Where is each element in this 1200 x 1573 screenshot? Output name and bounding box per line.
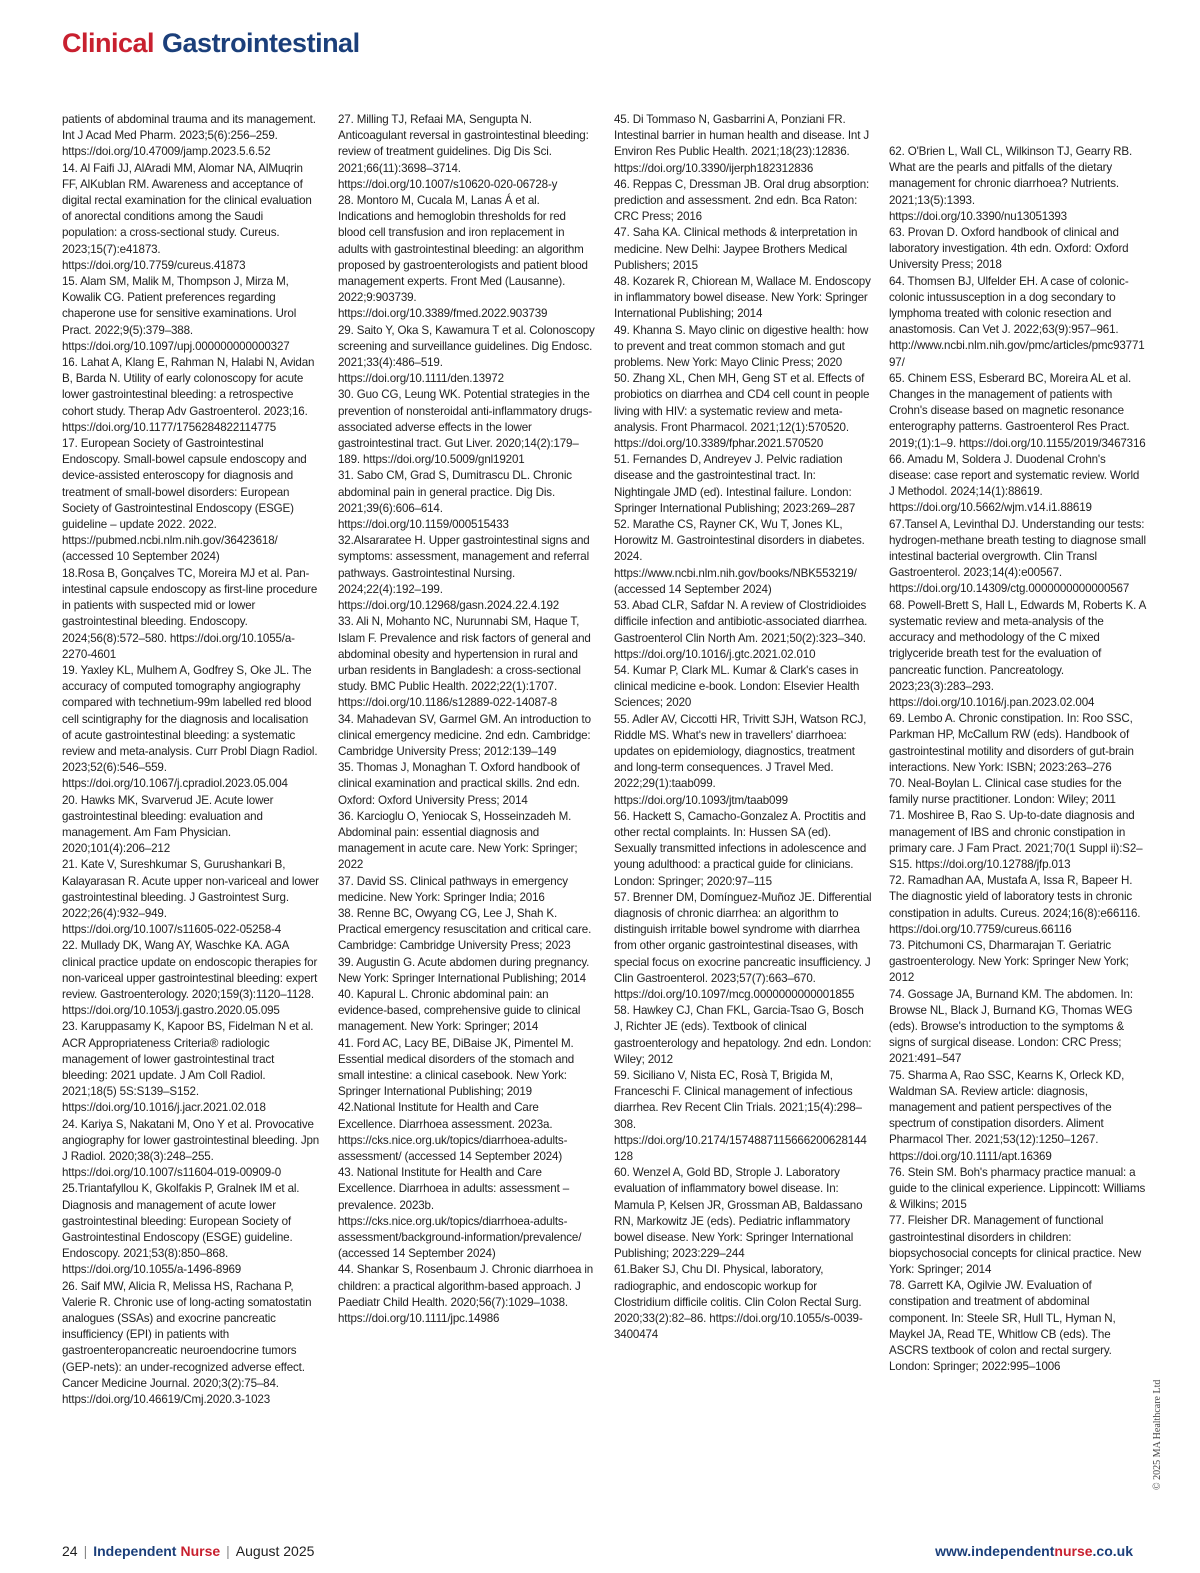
- reference-entry: 31. Sabo CM, Grad S, Dumitrascu DL. Chronic abdominal pain in general practice. Dig Dis. 2021;39(6):606–614. https://doi.org/10.1159/000515433: [338, 469, 572, 532]
- reference-entry: 14. Al Faifi JJ, AlAradi MM, Alomar NA, AlMuqrin FF, AlKublan RM. Awareness and acceptance of digital rectal examination for the clinical evaluation of anorectal conditions among the Saudi population: a cross-sectional study. Cureus. 2023;15(7):e41873. https://doi.org/10.7759/cureus.41873: [62, 161, 312, 272]
- reference-entry: 67.Tansel A, Levinthal DJ. Understanding our tests: hydrogen-methane breath testing to diagnose small intestinal bacterial overgrowth. Clin Transl Gastroenterol. 2023;14(4):e00567. https://doi.org/10.14309/ctg.0000000000000567: [889, 517, 1146, 596]
- reference-entry: 29. Saito Y, Oka S, Kawamura T et al. Colonoscopy screening and surveillance guidelines. Dig Endosc. 2021;33(4):486–519. https://doi.org/10.1111/den.13972: [338, 323, 595, 386]
- reference-entry: 26. Saif MW, Alicia R, Melissa HS, Rachana P, Valerie R. Chronic use of long-acting somatostatin analogues (SSAs) and exocrine pancreatic insufficiency (EPI) in patients with gastroenteropancreatic neuroendocrine tumors (GEP-nets): an under-recognized adverse effect. Cancer Medicine Journal. 2020;3(2):75–84. https://doi.org/10.46619/Cmj.2020.3-1023: [62, 1279, 312, 1407]
- reference-entry: 71. Moshiree B, Rao S. Up-to-date diagnosis and management of IBS and chronic constipation in primary care. J Fam Pract. 2021;70(1 Suppl ii):S2–S15. https://doi.org/10.12788/jfp.013: [889, 809, 1143, 871]
- reference-entry: 42.National Institute for Health and Care Excellence. Diarrhoea assessment. 2023a. https://cks.nice.org.uk/topics/diarrhoea-adults-assessment/ (accessed 14 September 2024): [338, 1101, 568, 1163]
- reference-entry: 18.Rosa B, Gonçalves TC, Moreira MJ et al. Pan-intestinal capsule endoscopy as first-line procedure in patients with suspected mid or lower gastrointestinal bleeding. Endoscopy. 2024;56(8):572–580. https://doi.org/10.1055/a-2270-4601: [62, 566, 318, 661]
- reference-entry: 30. Guo CG, Leung WK. Potential strategies in the prevention of nonsteroidal anti-inflammatory drugs-associated adverse effects in the lower gastrointestinal tract. Gut Liver. 2020;14(2):179–189. https://doi.org/10.5009/gnl19201: [338, 388, 592, 467]
- reference-entry: 16. Lahat A, Klang E, Rahman N, Halabi N, Avidan B, Barda N. Utility of early colonoscopy for acute lower gastrointestinal bleeding: a retrospective cohort study. Therap Adv Gastroenterol. 2023;16. https://doi.org/10.1177/1756284822114775: [62, 356, 315, 434]
- reference-entry: 69. Lembo A. Chronic constipation. In: Roo SSC, Parkman HP, McCallum RW (eds). Handbook of gastrointestinal motility and disorders of gut-brain interactions. New York: ISBN; 2023:263–276: [889, 712, 1134, 774]
- reference-entry: 17. European Society of Gastrointestinal Endoscopy. Small-bowel capsule endoscopy and device-assisted enteroscopy for diagnosis and treatment of small-bowel disorders: European Society of Gastrointestinal Endoscopy (ESGE) guideline – update 2022. 2022. https://pubmed.ncbi.nlm.nih.gov/36423618/ (accessed 10 September 2024): [62, 437, 307, 564]
- reference-entry: 54. Kumar P, Clark ML. Kumar & Clark's cases in clinical medicine e-book. London: Elsevier Health Sciences; 2020: [614, 663, 860, 710]
- reference-entry: 38. Renne BC, Owyang CG, Lee J, Shah K. Practical emergency resuscitation and critical care. Cambridge: Cambridge University Press; 2023: [338, 906, 592, 953]
- reference-entry: 36. Karcioglu O, Yeniocak S, Hosseinzadeh M. Abdominal pain: essential diagnosis and management in acute care. New York: Springer; 2022: [338, 809, 578, 872]
- reference-entry: 35. Thomas J, Monaghan T. Oxford handbook of clinical examination and practical skills. 2nd edn. Oxford: Oxford University Press; 2014: [338, 761, 580, 807]
- reference-entry: 37. David SS. Clinical pathways in emergency medicine. New York: Springer India; 2016: [338, 874, 568, 904]
- website-url-part3: .co.uk: [1092, 1543, 1133, 1559]
- reference-entry: 41. Ford AC, Lacy BE, DiBaise JK, Pimentel M. Essential medical disorders of the stomach and small intestine: a clinical casebook. New York: Springer International Publishing; 2019: [338, 1036, 575, 1099]
- reference-entry: 57. Brenner DM, Domínguez-Muñoz JE. Differential diagnosis of chronic diarrhea: an algorithm to distinguish irritable bowel syndrome with diarrhea from other organic gastrointestinal diseases, with special focus on exocrine pancreatic insufficiency. J Clin Gastroenterol. 2023;57(7):663–670. https://doi.org/10.1097/mcg.0000000000001855: [614, 890, 872, 1001]
- reference-entry: 40. Kapural L. Chronic abdominal pain: an evidence-based, comprehensive guide to clinical management. New York: Springer; 2014: [338, 987, 581, 1034]
- footer-separator: |: [83, 1543, 88, 1559]
- reference-entry: 45. Di Tommaso N, Gasbarrini A, Ponziani FR. Intestinal barrier in human health and disease. Int J Environ Res Public Health. 2021;18(23):12836. https://doi.org/10.3390/ijerph182312836: [614, 113, 869, 175]
- section-label-clinical: Clinical: [62, 28, 155, 58]
- reference-entry: 68. Powell-Brett S, Hall L, Edwards M, Roberts K. A systematic review and meta-analysis of the accuracy and methodology of the C mixed triglyceride breath test for the evaluation of pancreatic function. Pancreatology. 2023;23(3):283–293. https://doi.org/10.1016/j.pan.2023.02.004: [889, 598, 1146, 709]
- reference-entry: 50. Zhang XL, Chen MH, Geng ST et al. Effects of probiotics on diarrhea and CD4 cell count in people living with HIV: a systematic review and meta-analysis. Front Pharmacol. 2021;12(1):570520. https://doi.org/10.3389/fphar.2021.570520: [614, 372, 870, 451]
- reference-entry: 44. Shankar S, Rosenbaum J. Chronic diarrhoea in children: a practical algorithm-based approach. J Paediatr Child Health. 2020;56(7):1029–1038. https://doi.org/10.1111/jpc.14986: [338, 1263, 594, 1326]
- reference-entry: 53. Abad CLR, Safdar N. A review of Clostridioides difficile infection and antibiotic-associated diarrhea. Gastroenterol Clin North Am. 2021;50(2):323–340. https://doi.org/10.1016/j.gtc.2021.02.010: [614, 599, 868, 661]
- reference-entry: 22. Mullady DK, Wang AY, Waschke KA. AGA clinical practice update on endoscopic therapies for non-variceal upper gastrointestinal bleeding: expert review. Gastroenterology. 2020;159(3):1120–1128. https://doi.org/10.1053/j.gastro.2020.05.095: [62, 939, 318, 1018]
- reference-entry: 61.Baker SJ, Chu DI. Physical, laboratory, radiographic, and endoscopic workup for Clostridium difficile colitis. Clin Colon Rectal Surg. 2020;33(2):82–86. https://doi.org/10.1055/s-0039-3400474: [614, 1263, 863, 1342]
- reference-entry: 63. Provan D. Oxford handbook of clinical and laboratory investigation. 4th edn. Oxford: Oxford University Press; 2018: [889, 226, 1129, 272]
- reference-entry: 74. Gossage JA, Burnand KM. The abdomen. In: Browse NL, Black J, Burnand KG, Thomas WEG (eds). Browse's introduction to the symptoms & signs of surgical disease. London: CRC Press; 2021:491–547: [889, 987, 1133, 1066]
- issue-date: August 2025: [235, 1543, 315, 1559]
- reference-entry: 70. Neal-Boylan L. Clinical case studies for the family nurse practitioner. London: Wiley; 2011: [889, 776, 1122, 807]
- website-url-part1: www.independent: [935, 1543, 1055, 1559]
- section-label-gastrointestinal: Gastrointestinal: [162, 28, 360, 58]
- reference-entry: 34. Mahadevan SV, Garmel GM. An introduction to clinical emergency medicine. 2nd edn. Cambridge: Cambridge University Press; 2012:139–149: [338, 712, 591, 758]
- reference-entry: 72. Ramadhan AA, Mustafa A, Issa R, Bapeer H. The diagnostic yield of laboratory tests in chronic constipation in adults. Cureus. 2024;16(8):e66116. https://doi.org/10.7759/cureus.66116: [889, 874, 1141, 936]
- reference-entry: 47. Saha KA. Clinical methods & interpretation in medicine. New Delhi: Jaypee Brothers Medical Publishers; 2015: [614, 226, 858, 272]
- reference-entry: 19. Yaxley KL, Mulhem A, Godfrey S, Oke JL. The accuracy of computed tomography angiography compared with technetium-99m labelled red blood cell scintigraphy for the diagnosis and localisation of acute gastrointestinal bleeding: a systematic review and meta-analysis. Curr Probl Diagn Radiol. 2023;52(6):546–559. https://doi.org/10.1067/j.cpradiol.2023.05.004: [62, 663, 318, 791]
- reference-entry: 65. Chinem ESS, Esberard BC, Moreira AL et al. Changes in the management of patients with Crohn's disease based on magnetic resonance enterography patterns. Gastroenterol Res Pract. 2019;(1):1–9. https://doi.org/10.1155/2019/3467316: [889, 371, 1146, 450]
- reference-entry: 58. Hawkey CJ, Chan FKL, Garcia-Tsao G, Bosch J, Richter JE (eds). Textbook of clinical gastroenterology and hepatology. 2nd edn. London: Wiley; 2012: [614, 1004, 872, 1066]
- reference-entry: 60. Wenzel A, Gold BD, Strople J. Laboratory evaluation of inflammatory bowel disease. In: Mamula P, Kelsen JR, Grossman AB, Baldassano RN, Markowitz JE (eds). Pediatric inflammatory bowel disease. New York: Springer International Publishing; 2023:229–244: [614, 1166, 863, 1261]
- reference-entry: 39. Augustin G. Acute abdomen during pregnancy. New York: Springer International Publishing; 2014: [338, 955, 590, 985]
- reference-entry: patients of abdominal trauma and its management. Int J Acad Med Pharm. 2023;5(6):256–259. https://doi.org/10.47009/jamp.2023.5.6.52: [62, 113, 316, 159]
- website-link[interactable]: [935, 1543, 1133, 1559]
- reference-column-2: [338, 112, 596, 1327]
- reference-entry: 48. Kozarek R, Chiorean M, Wallace M. Endoscopy in inflammatory bowel disease. New York: Springer International Publishing; 2014: [614, 275, 871, 321]
- copyright-notice: © 2025 MA Healthcare Ltd: [1152, 1379, 1163, 1490]
- page-footer: [62, 1543, 314, 1559]
- reference-entry: 52. Marathe CS, Rayner CK, Wu T, Jones KL, Horowitz M. Gastrointestinal disorders in diabetes. 2024. https://www.ncbi.nlm.nih.gov/books/NBK553219/ (accessed 14 September 2024): [614, 518, 865, 596]
- reference-entry: 28. Montoro M, Cucala M, Lanas Á et al. Indications and hemoglobin thresholds for red blood cell transfusion and iron replacement in adults with gastrointestinal bleeding: an algorithm proposed by gastroenterologists and patient blood management experts. Front Med (Lausanne). 2022;9:903739. https://doi.org/10.3389/fmed.2022.903739: [338, 194, 588, 321]
- magazine-name-part2: Nurse: [180, 1543, 221, 1559]
- reference-entry: 27. Milling TJ, Refaai MA, Sengupta N. Anticoagulant reversal in gastrointestinal bleeding: review of treatment guidelines. Dig Dis Sci. 2021;66(11):3698–3714. https://doi.org/10.1007/s10620-020-06728-y: [338, 113, 589, 191]
- reference-entry: 64. Thomsen BJ, Ulfelder EH. A case of colonic-colonic intussusception in a dog secondary to lymphoma treated with colonic resection and anastomosis. Can Vet J. 2022;63(9):957–961. http://www.ncbi.nlm.nih.gov/pmc/articles/pmc9377197/: [889, 274, 1145, 369]
- reference-entry: 49. Khanna S. Mayo clinic on digestive health: how to prevent and treat common stomach and gut problems. New York: Mayo Clinic Press; 2020: [614, 323, 869, 370]
- reference-entry: 46. Reppas C, Dressman JB. Oral drug absorption: prediction and assessment. 2nd edn. Bca Raton: CRC Press; 2016: [614, 177, 870, 224]
- footer-separator: |: [226, 1543, 230, 1559]
- magazine-name-part1: Independent: [93, 1543, 177, 1559]
- reference-entry: 23. Karuppasamy K, Kapoor BS, Fidelman N et al. ACR Appropriateness Criteria® radiologic management of lower gastrointestinal tract bleeding: 2021 update. J Am Coll Radiol. 2021;18(5) 5S:S139–S152. https://doi.org/10.1016/j.jacr.2021.02.018: [62, 1020, 314, 1115]
- reference-entry: 55. Adler AV, Ciccotti HR, Trivitt SJH, Watson RCJ, Riddle MS. What's new in travellers' diarrhoea: updates on epidemiology, diagnostics, treatment and long-term consequences. J Travel Med. 2022;29(1):taab099. https://doi.org/10.1093/jtm/taab099: [614, 712, 867, 807]
- section-header: [62, 28, 360, 59]
- reference-entry: 73. Pitchumoni CS, Dharmarajan T. Geriatric gastroenterology. New York: Springer New York; 2012: [889, 938, 1129, 985]
- reference-entry: 20. Hawks MK, Svarverud JE. Acute lower gastrointestinal bleeding: evaluation and management. Am Fam Physician. 2020;101(4):206–212: [62, 793, 274, 856]
- reference-entry: 56. Hackett S, Camacho-Gonzalez A. Proctitis and other rectal complaints. In: Hussen SA (ed). Sexually transmitted infections in adolescence and young adulthood: a practical guide for clinicians. London: Springer; 2020:97–115: [614, 809, 867, 888]
- reference-entry: 32.Alsararatee H. Upper gastrointestinal signs and symptoms: assessment, management and referral pathways. Gastrointestinal Nursing. 2024;22(4):192–199. https://doi.org/10.12968/gasn.2024.22.4.192: [338, 534, 590, 613]
- website-url-part2: nurse: [1054, 1543, 1093, 1559]
- page-number: 24: [62, 1543, 78, 1559]
- reference-entry: 21. Kate V, Sureshkumar S, Gurushankari B, Kalayarasan R. Acute upper non-variceal and lower gastrointestinal bleeding. J Gastrointest Surg. 2022;26(4):932–949. https://doi.org/10.1007/s11605-022-05258-4: [62, 858, 319, 937]
- reference-entry: 51. Fernandes D, Andreyev J. Pelvic radiation disease and the gastrointestinal tract. In: Nightingale JMD (ed). Intestinal failure. London: Springer International Publishing; 2023:269–287: [614, 453, 856, 515]
- reference-entry: 33. Ali N, Mohanto NC, Nurunnabi SM, Haque T, Islam F. Prevalence and risk factors of general and abdominal obesity and hypertension in rural and urban residents in Bangladesh: a cross-sectional study. BMC Public Health. 2022;22(1):1707. https://doi.org/10.1186/s12889-022-14087-8: [338, 615, 591, 710]
- reference-entry: 24. Kariya S, Nakatani M, Ono Y et al. Provocative angiography for lower gastrointestinal bleeding. Jpn J Radiol. 2020;38(3):248–255. https://doi.org/10.1007/s11604-019-00909-0: [62, 1117, 320, 1180]
- reference-entry: 75. Sharma A, Rao SSC, Kearns K, Orleck KD, Waldman SA. Review article: diagnosis, management and patient perspectives of the spectrum of constipation disorders. Aliment Pharmacol Ther. 2021;53(12):1250–1267. https://doi.org/10.1111/apt.16369: [889, 1068, 1125, 1163]
- reference-entry: 15. Alam SM, Malik M, Thompson J, Mirza M, Kowalik CG. Patient preferences regarding chaperone use for sensitive examinations. Urol Pract. 2022;9(5):379–388. https://doi.org/10.1097/upj.000000000000327: [62, 275, 297, 353]
- reference-entry: 59. Siciliano V, Nista EC, Rosà T, Brigida M, Franceschi F. Clinical management of infectious diarrhea. Rev Recent Clin Trials. 2021;15(4):298–308. https://doi.org/10.2174/1574887115666200628144128: [614, 1068, 867, 1163]
- reference-entry: 76. Stein SM. Boh's pharmacy practice manual: a guide to the clinical experience. Lippincott: Williams & Wilkins; 2015: [889, 1165, 1146, 1212]
- reference-entry: 62. O'Brien L, Wall CL, Wilkinson TJ, Gearry RB. What are the pearls and pitfalls of the dietary management for chronic diarrhoea? Nutrients. 2021;13(5):1393. https://doi.org/10.3390/nu13051393: [889, 145, 1133, 223]
- reference-entry: 66. Amadu M, Soldera J. Duodenal Crohn's disease: case report and systematic review. World J Methodol. 2024;14(1):88619. https://doi.org/10.5662/wjm.v14.i1.88619: [889, 452, 1140, 515]
- reference-column-4: [889, 144, 1147, 1375]
- reference-entry: 25.Triantafyllou K, Gkolfakis P, Gralnek IM et al. Diagnosis and management of acute lower gastrointestinal bleeding: European Society of Gastrointestinal Endoscopy (ESGE) guideline. Endoscopy. 2021;53(8):850–868. https://doi.org/10.1055/a-1496-8969: [62, 1182, 300, 1277]
- reference-entry: 43. National Institute for Health and Care Excellence. Diarrhoea in adults: assessment – prevalence. 2023b. https://cks.nice.org.uk/topics/diarrhoea-adults-assessment/background-information/prevalence/ (accessed 14 September 2024): [338, 1166, 582, 1261]
- reference-column-3: [614, 112, 872, 1343]
- reference-column-1: [62, 112, 320, 1408]
- reference-entry: 77. Fleisher DR. Management of functional gastrointestinal disorders in children: biopsychosocial concepts for clinical practice. New York: Springer; 2014: [889, 1214, 1142, 1277]
- reference-entry: 78. Garrett KA, Ogilvie JW. Evaluation of constipation and treatment of abdominal component. In: Steele SR, Hull TL, Hyman N, Maykel JA, Read TE, Whitlow CB (eds). The ASCRS textbook of colon and rectal surgery. London: Springer; 2022:995–1006: [889, 1279, 1116, 1374]
